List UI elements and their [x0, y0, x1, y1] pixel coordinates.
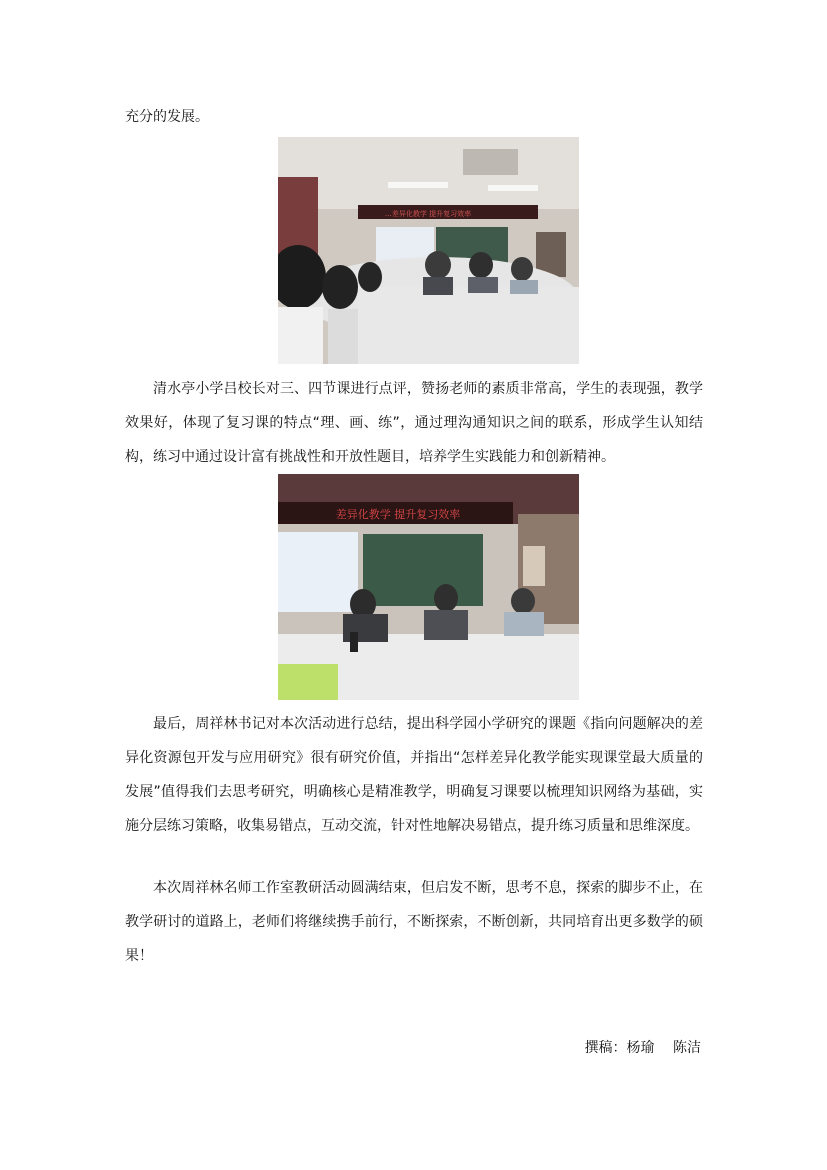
paragraph-conclusion: 本次周祥林名师工作室教研活动圆满结束，但启发不断，思考不息，探索的脚步不止，在教学研讨的道路上，老师们将继续携手前行，不断探索，不断创新，共同培育出更多数学的硕果！ — [125, 880, 703, 964]
paragraph-continuation: 充分的发展。 — [125, 109, 209, 125]
paragraph-summary: 最后，周祥林书记对本次活动进行总结，提出科学园小学研究的课题《指向问题解决的差异化资源包开发与应用研究》很有研究价值，并指出“怎样差异化教学能实现课堂最大质量的发展”值得我们去思考研究，明确核心是精准教学，明确复习课要以梳理知识网络为基础，实施分层练习策略，收集易错点，互动交流，针对性地解决易错点，提升练习质量和思维深度。 — [125, 716, 703, 834]
photo2-banner: 差异化教学 提升复习效率 — [335, 508, 461, 521]
meeting-photo-1 — [278, 137, 579, 364]
photo1-banner: …差异化教学 提升复习效率 — [384, 210, 472, 218]
paragraph-review-comments: 清水亭小学吕校长对三、四节课进行点评，赞扬老师的素质非常高，学生的表现强，教学效果好，体现了复习课的特点“理、画、练”，通过理沟通知识之间的联系，形成学生认知结构，练习中通过设计富有挑战性和开放性题目，培养学生实践能力和创新精神。 — [125, 381, 703, 465]
meeting-photo-2 — [278, 474, 579, 700]
author-signature: 撰稿：杨瑜 陈洁 — [584, 1040, 701, 1056]
